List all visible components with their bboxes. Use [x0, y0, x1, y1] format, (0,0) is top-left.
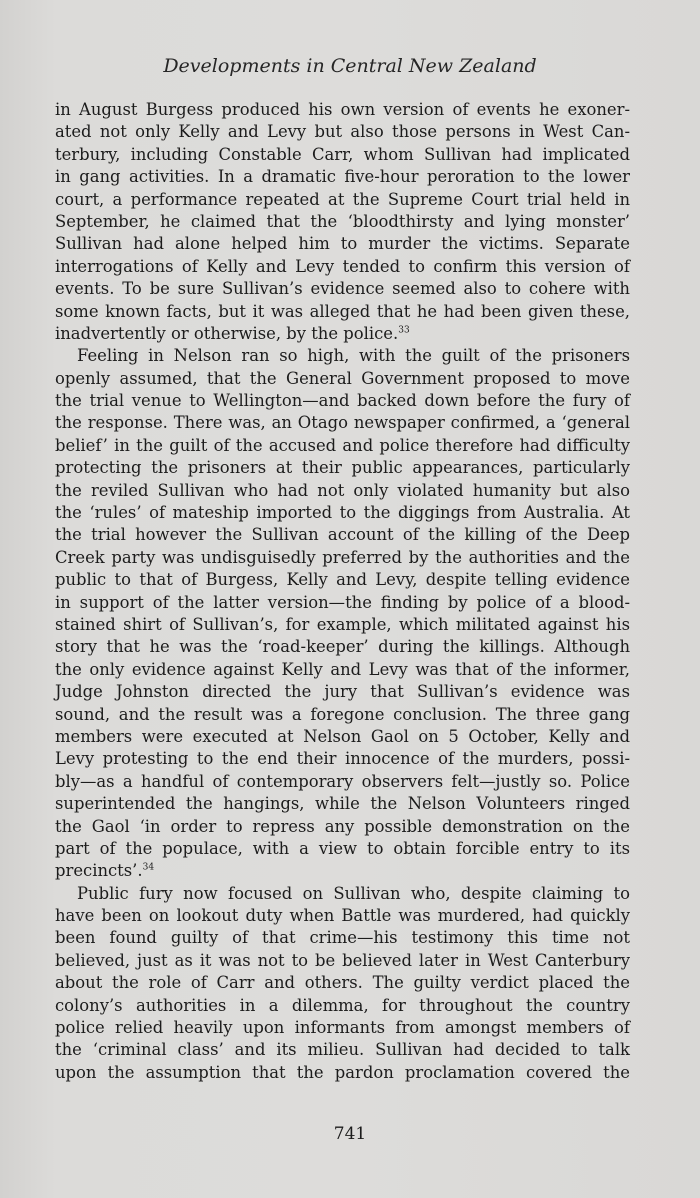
text-line: part of the populace, with a view to obtain forcible entry to its [55, 838, 630, 858]
text-line: story that he was the ‘road-keeper’ during the killings. Although [55, 637, 630, 657]
text-line: protecting the prisoners at their public appearances, particularly [55, 458, 630, 478]
text-line: the trial venue to Wellington—and backed down before the fury of [55, 391, 630, 411]
text-line: Public fury now focused on Sullivan who, despite claiming to [77, 883, 630, 903]
text-line: Feeling in Nelson ran so high, with the guilt of the prisoners [77, 346, 630, 366]
footnote-marker[interactable]: 33 [398, 325, 410, 336]
text-line: police relied heavily upon informants from amongst members of [55, 1018, 630, 1038]
text-line-last [55, 323, 630, 345]
text-line: in gang activities. In a dramatic five-hour peroration to the lower [55, 167, 630, 187]
text-line: in August Burgess produced his own version of events he exoner- [55, 100, 630, 119]
text-line: some known facts, but it was alleged that he had been given these, [55, 301, 630, 321]
text-line: terbury, including Constable Carr, whom Sullivan had implicated [55, 144, 630, 164]
text-line: the response. There was, an Otago newspaper confirmed, a ‘general [55, 413, 630, 433]
text-line: the only evidence against Kelly and Levy was that of the informer, [55, 659, 630, 679]
text-line: court, a performance repeated at the Supreme Court trial held in [55, 189, 630, 209]
text-line: been found guilty of that crime—his testimony this time not [55, 928, 630, 948]
text-line: Sullivan had alone helped him to murder the victims. Separate [55, 234, 630, 254]
text-line: bly—as a handful of contemporary observers felt—justly so. Police [55, 771, 630, 791]
text-line: the trial however the Sullivan account of the killing of the Deep [55, 525, 630, 545]
paragraph-3 [55, 883, 630, 1085]
text-line-content: inadvertently or otherwise, by the police. [55, 323, 399, 343]
text-line: Creek party was undisguisedly preferred by the authorities and the [55, 547, 630, 567]
text-line: Judge Johnston directed the jury that Sullivan’s evidence was [55, 682, 630, 702]
text-line: members were executed at Nelson Gaol on 5 October, Kelly and [55, 726, 630, 746]
body-text [55, 99, 630, 1084]
text-line: the Gaol ‘in order to repress any possible demonstration on the [55, 816, 630, 836]
text-line: stained shirt of Sullivan’s, for example, which militated against his [55, 614, 630, 634]
text-line-last [55, 860, 630, 882]
text-line: openly assumed, that the General Government proposed to move [55, 368, 630, 388]
text-line: public to that of Burgess, Kelly and Levy, despite telling evidence [55, 570, 630, 590]
text-line-content: precincts’. [55, 861, 143, 881]
text-line: ated not only Kelly and Levy but also those persons in West Can- [55, 122, 630, 142]
paragraph-2 [55, 345, 630, 882]
text-line: believed, just as it was not to be believed later in West Canterbury [55, 950, 630, 970]
text-line: upon the assumption that the pardon proclamation covered the [55, 1062, 630, 1082]
text-line: superintended the hangings, while the Nelson Volunteers ringed [55, 794, 630, 814]
text-line: September, he claimed that the ‘bloodthirsty and lying monster’ [55, 211, 630, 231]
text-line: the reviled Sullivan who had not only violated humanity but also [55, 480, 630, 500]
text-line: have been on lookout duty when Battle was murdered, had quickly [55, 906, 630, 926]
text-line: events. To be sure Sullivan’s evidence seemed also to cohere with [55, 279, 630, 299]
text-line: the ‘criminal class’ and its milieu. Sullivan had decided to talk [55, 1040, 630, 1060]
text-line: about the role of Carr and others. The guilty verdict placed the [55, 973, 630, 993]
text-line: the ‘rules’ of mateship imported to the diggings from Australia. At [55, 503, 630, 523]
running-head: Developments in Central New Zealand [163, 55, 537, 77]
page-number: 741 [333, 1124, 367, 1144]
footnote-marker[interactable]: 34 [142, 862, 155, 873]
text-line: sound, and the result was a foregone conclusion. The three gang [55, 704, 630, 724]
text-line: Levy protesting to the end their innocence of the murders, possi- [55, 749, 630, 769]
text-line: in support of the latter version—the finding by police of a blood- [55, 592, 630, 612]
text-line: interrogations of Kelly and Levy tended to confirm this version of [55, 256, 630, 276]
paragraph-1 [55, 99, 630, 345]
text-line: colony’s authorities in a dilemma, for throughout the country [55, 995, 630, 1015]
text-line: belief’ in the guilt of the accused and police therefore had difficulty [55, 435, 630, 455]
